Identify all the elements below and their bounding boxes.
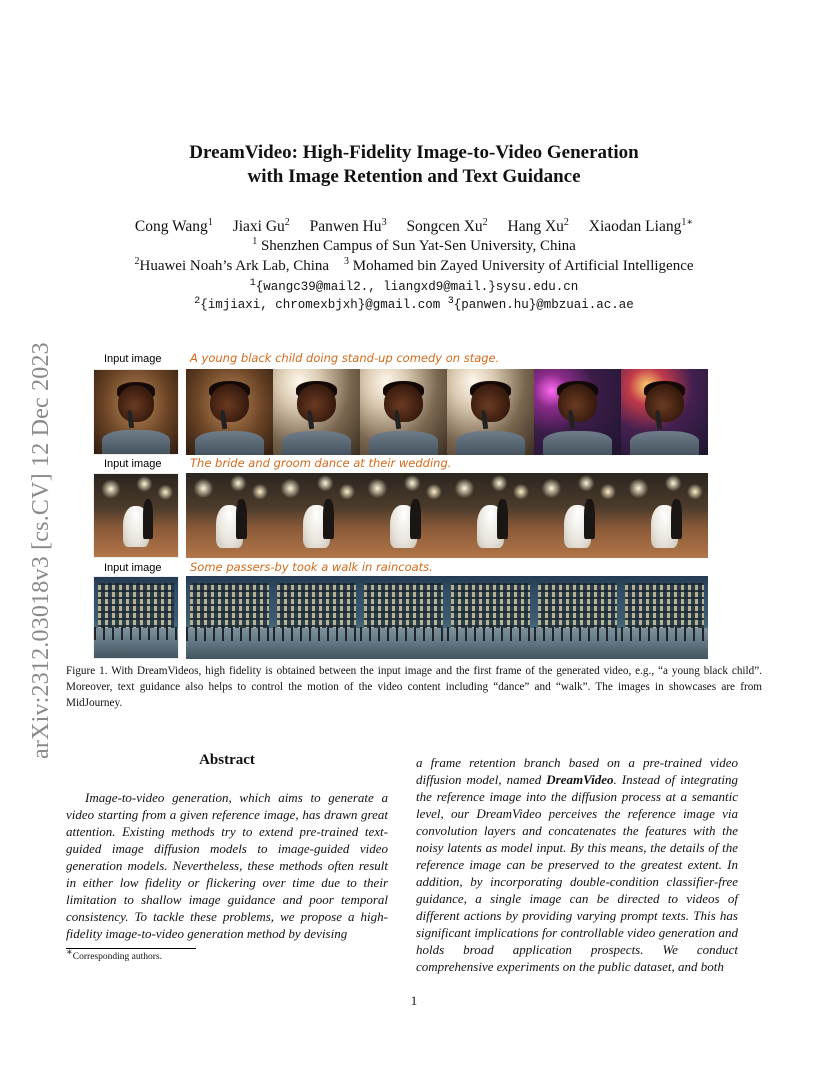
author: Hang Xu$^2$ bbox=[507, 216, 569, 235]
video-frame bbox=[534, 473, 621, 558]
figure-caption: Figure 1. With DreamVideos, high fidelity is obtained between the input image and the first frame of the generated video, e.g., “a young black child”. Moreover, text guidance also helps to control the motion of the video content including “dance” and “walk”. The images in showcases are from MidJourney. bbox=[66, 665, 762, 709]
input-image-child bbox=[93, 369, 179, 455]
author: Songcen Xu$^2$ bbox=[406, 216, 488, 235]
abstract-paragraph-continued: a frame retention branch based on a pre-trained video diffusion model, named DreamVideo. Instead of integrating the reference image into the diffusion process at a semantic level, our DreamVideo perceives the reference image via convolution layers and concatenates the features with the noisy latents as model input. By this means, the details of the reference image can be preserved to the greatest extent. In addition, by incorporating double-condition classifier-free guidance, a single image can be directed to videos of different actions by providing varying prompt texts. This has significant implications for controllable video generation and holds broad application prospects. We conduct comprehensive experiments on the public dataset, and both bbox=[416, 755, 738, 974]
abstract-left-column bbox=[66, 789, 388, 942]
footnote: ∗Corresponding authors. bbox=[66, 946, 162, 962]
input-image-label: Input image bbox=[104, 458, 162, 470]
video-frame bbox=[534, 369, 621, 455]
email-line-2: $^2${imjiaxi, chromexbjxh}@gmail.com $^3${panwen.hu}@mbzuai.ac.ae bbox=[194, 295, 634, 312]
video-frame bbox=[621, 576, 708, 659]
author: Cong Wang$^1$ bbox=[134, 216, 213, 235]
author-list bbox=[0, 218, 828, 236]
video-frame bbox=[621, 369, 708, 455]
affiliation-2-3: $^2$Huawei Noah’s Ark Lab, China $^3$ Mohamed bin Zayed University of Artificial Intelligence bbox=[134, 256, 694, 274]
abstract-right-column bbox=[416, 754, 738, 975]
input-image-wedding bbox=[93, 473, 179, 558]
video-frame bbox=[273, 369, 360, 455]
email-line-1: $^1${wangc39@mail2., liangxd9@mail.}sysu.edu.cn bbox=[249, 277, 579, 294]
arxiv-side-stamp: arXiv:2312.03018v3 [cs.CV] 12 Dec 2023 bbox=[28, 342, 54, 759]
row-prompt: A young black child doing stand-up comedy on stage. bbox=[190, 351, 500, 365]
author: Panwen Hu$^3$ bbox=[309, 216, 387, 235]
row-prompt: The bride and groom dance at their wedding. bbox=[190, 456, 452, 470]
video-frame bbox=[186, 369, 273, 455]
video-frame bbox=[186, 473, 273, 558]
video-frame bbox=[447, 369, 534, 455]
video-frame bbox=[186, 576, 273, 659]
video-frame bbox=[447, 576, 534, 659]
abstract-paragraph: Image-to-video generation, which aims to generate a video starting from a given reference image, has drawn great attention. Existing methods try to extend pre-trained text-guided image diffusion models to image-guided video generation models. Nevertheless, these methods often result in either low fidelity or flickering over time due to their limitation to shallow image guidance and poor temporal consistency. To tackle these problems, we propose a high-fidelity image-to-video generation method by devising bbox=[66, 790, 388, 941]
author: Jiaxi Gu$^2$ bbox=[232, 216, 290, 235]
video-frame bbox=[534, 576, 621, 659]
paper-title-line2: with Image Retention and Text Guidance bbox=[247, 166, 581, 187]
video-frame bbox=[621, 473, 708, 558]
input-image-building bbox=[93, 576, 179, 659]
video-frame bbox=[360, 369, 447, 455]
video-frame bbox=[447, 473, 534, 558]
video-frame bbox=[360, 576, 447, 659]
input-image-label: Input image bbox=[104, 562, 162, 574]
author: Xiaodan Liang$^{1∗}$ bbox=[588, 216, 694, 235]
page-number: 1 bbox=[410, 993, 418, 1008]
paper-title-line1: DreamVideo: High-Fidelity Image-to-Video Generation bbox=[189, 142, 639, 163]
affiliation-1: $^1$ Shenzhen Campus of Sun Yat-Sen University, China bbox=[252, 236, 576, 254]
abstract-heading: Abstract bbox=[199, 752, 255, 768]
row-prompt: Some passers-by took a walk in raincoats. bbox=[190, 560, 433, 574]
video-frame bbox=[360, 473, 447, 558]
video-frame bbox=[273, 576, 360, 659]
input-image-label: Input image bbox=[104, 353, 162, 365]
footnote-rule bbox=[66, 948, 196, 949]
video-frame bbox=[273, 473, 360, 558]
